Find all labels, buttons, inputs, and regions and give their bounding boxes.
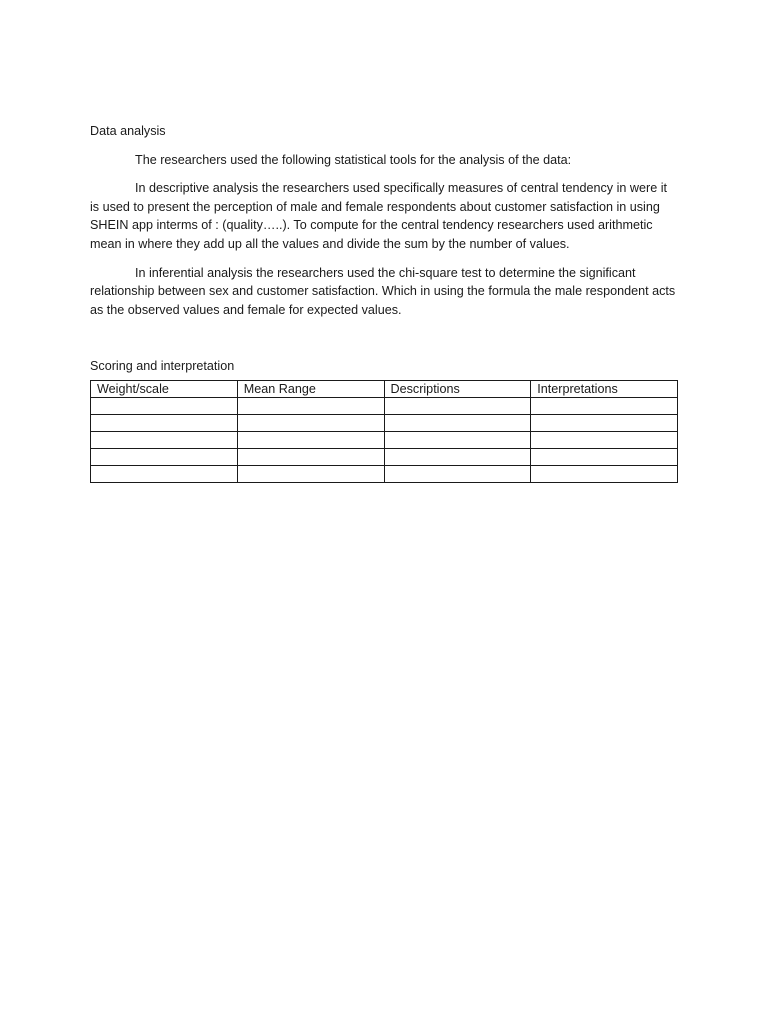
table-cell [384,397,531,414]
table-cell [237,431,384,448]
table-cell [91,431,238,448]
table-row [91,414,678,431]
spacer [90,329,678,357]
section-title: Data analysis [90,124,166,138]
table-header-row [91,380,678,397]
table-cell [384,414,531,431]
table-cell [531,431,678,448]
table-cell [531,414,678,431]
header-descriptions: Descriptions [384,380,531,397]
scoring-title: Scoring and interpretation [90,359,235,374]
document-body [90,122,678,483]
table-row [91,397,678,414]
table-cell [91,414,238,431]
table-cell [384,448,531,465]
table-cell [384,431,531,448]
header-mean-range: Mean Range [237,380,384,397]
table-cell [91,397,238,414]
paragraph-descriptive: In descriptive analysis the researchers used specifically measures of central tendency in were it is used to present the perception of male and female respondents about customer satisfaction in using SHEIN app interms of : (quality…..). To compute for the central tendency researchers used arithmetic mean in where they add up all the values and divide the sum by the number of values. [90,181,667,251]
paragraph-inferential: In inferential analysis the researchers used the chi-square test to determine the significant relationship between sex and customer satisfaction. Which in using the formula the male respondent acts as the observed values and female for expected values. [90,265,676,317]
header-weight-scale: Weight/scale [91,380,238,397]
table-cell [91,448,238,465]
table-cell [237,397,384,414]
scoring-table [90,380,678,483]
table-row [91,431,678,448]
paragraph-intro: The researchers used the following statistical tools for the analysis of the data: [135,152,572,167]
table-cell [531,397,678,414]
table-row [91,465,678,482]
table-cell [237,414,384,431]
header-interpretations: Interpretations [531,380,678,397]
table-row [91,448,678,465]
table-cell [384,465,531,482]
table-cell [237,448,384,465]
table-cell [91,465,238,482]
table-cell [531,465,678,482]
table-cell [237,465,384,482]
table-cell [531,448,678,465]
